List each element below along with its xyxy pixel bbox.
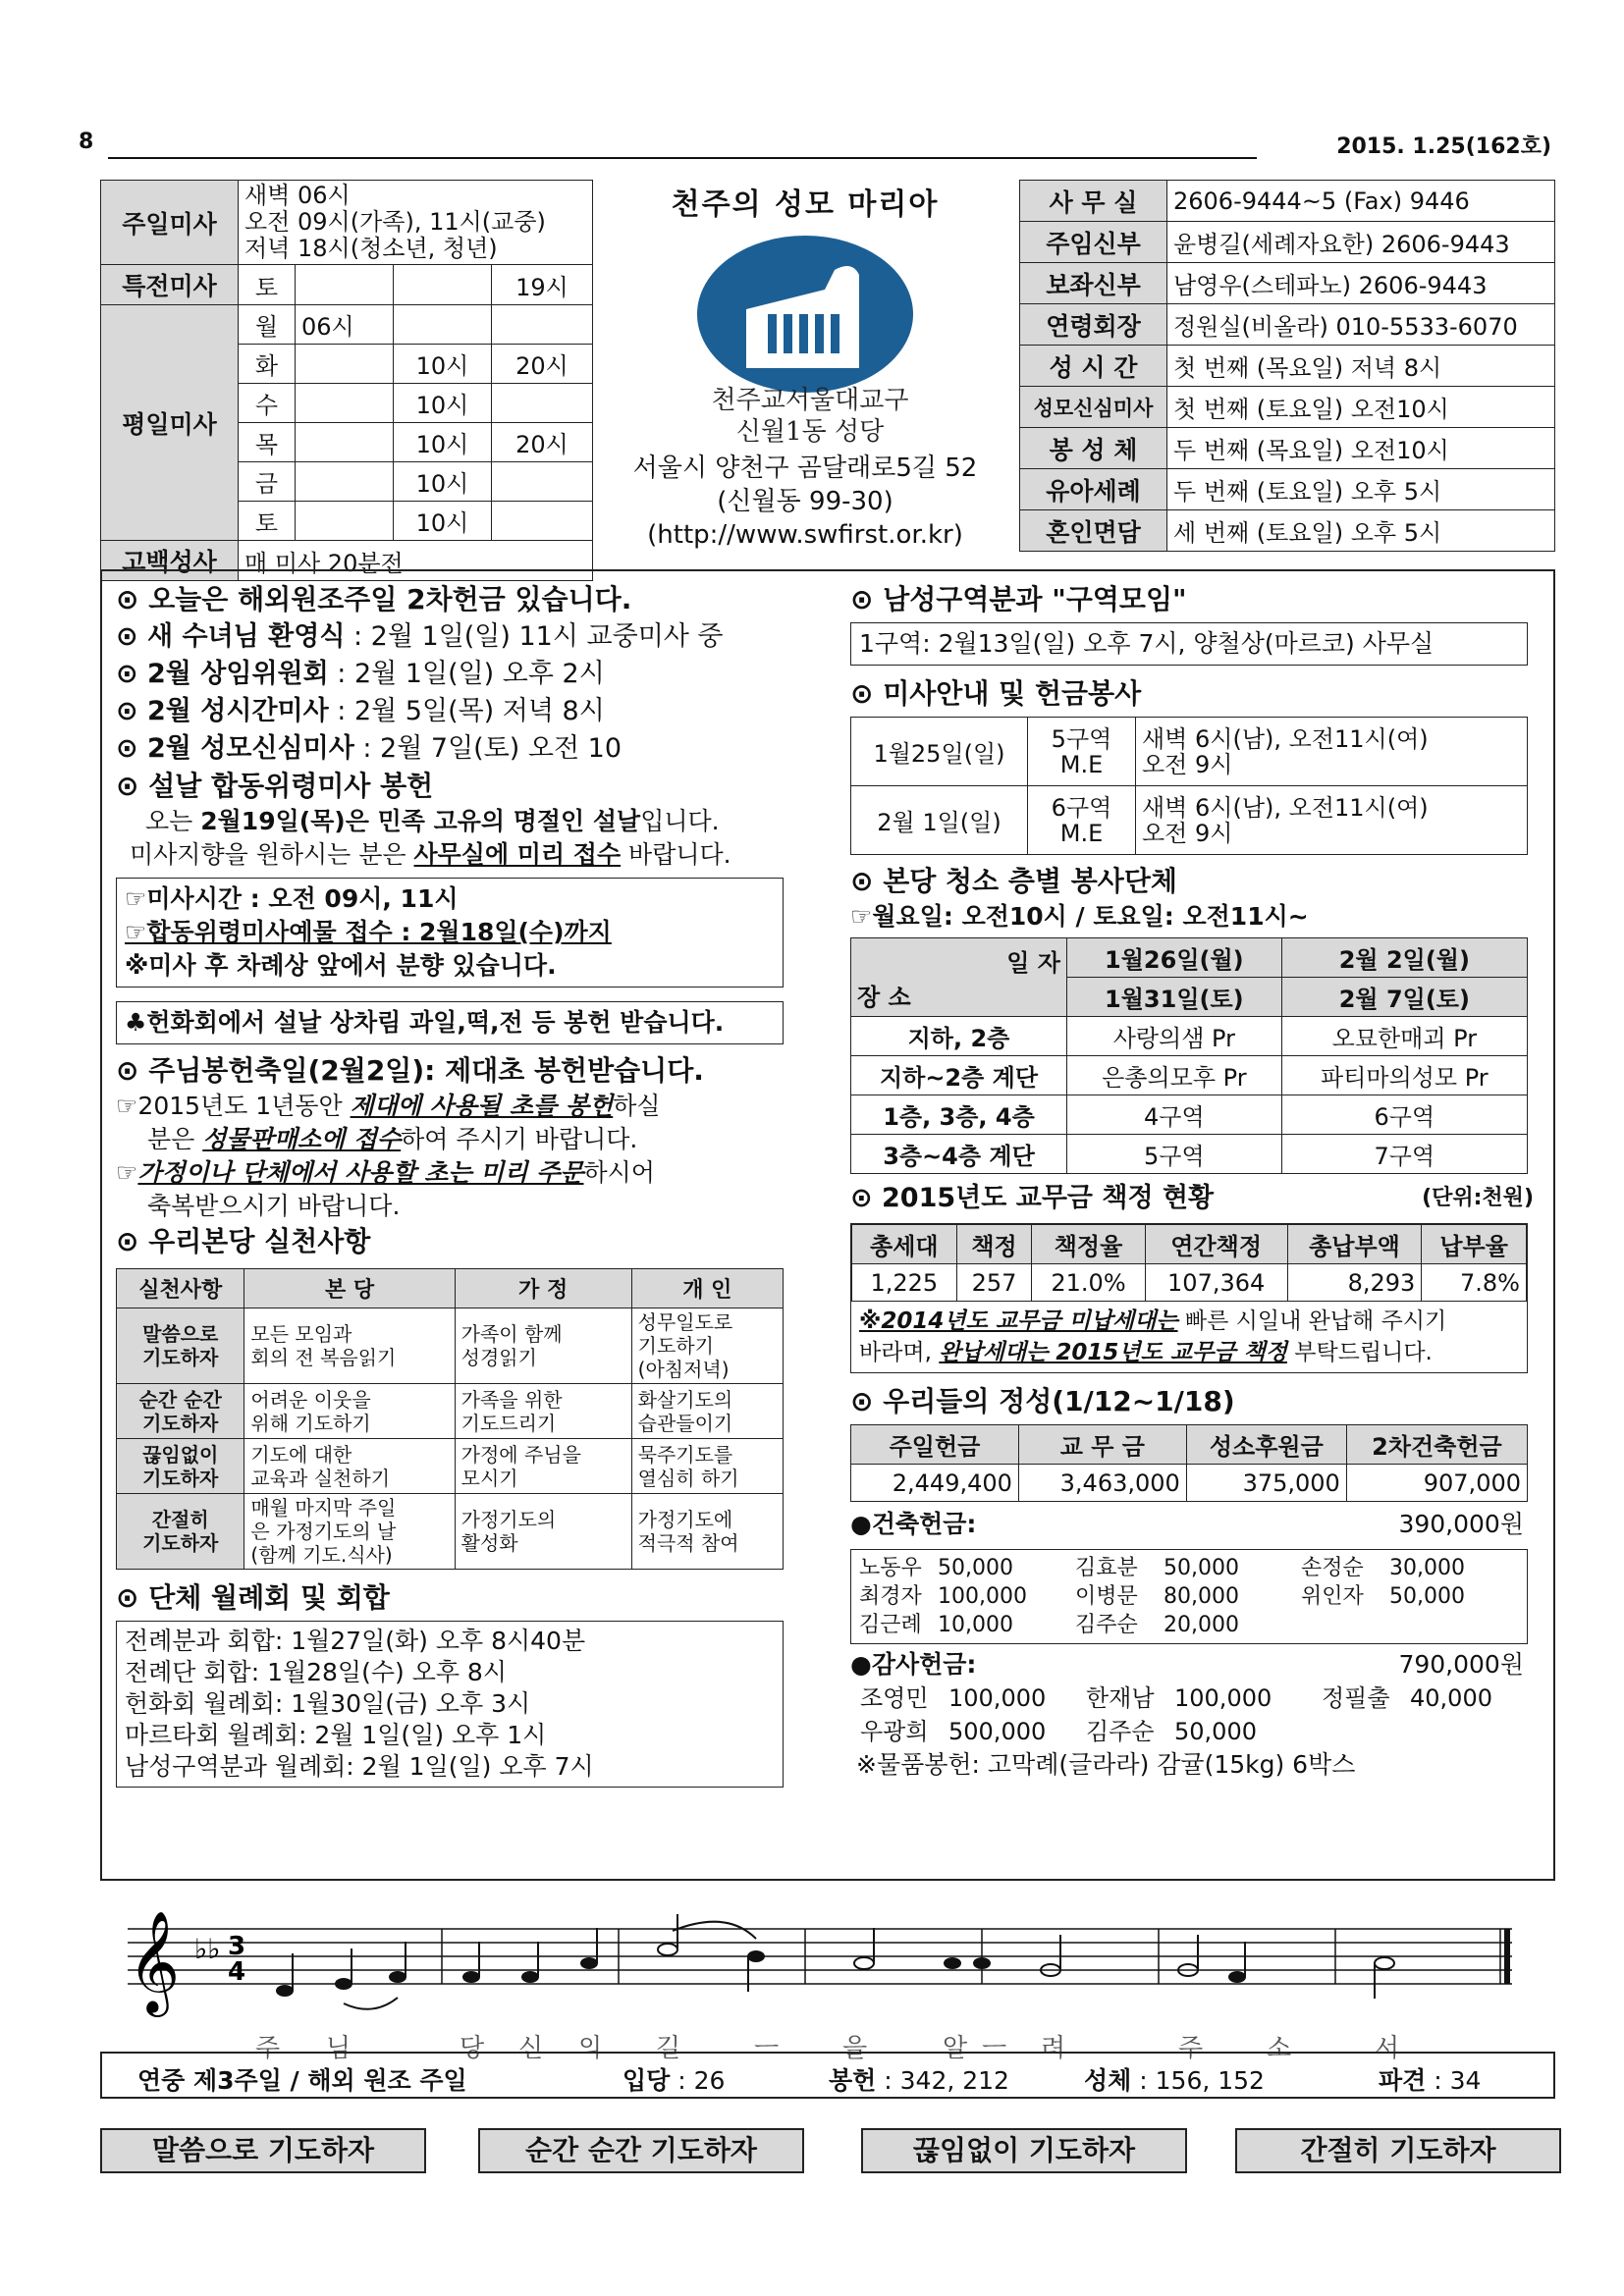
practice-cell: 기도에 대한 교육과 실천하기 (244, 1439, 455, 1494)
candle-text-1: ☞2015년도 1년동안 제대에 사용될 초를 봉헌하실 (116, 1092, 661, 1120)
practice-cell: 순간 순간 기도하자 (117, 1384, 244, 1439)
cleaning-date: 1월26일(월) (1067, 938, 1282, 978)
notice-holy-hour: ⊙ 2월 성시간미사 : 2월 5일(목) 저녁 8시 (116, 696, 605, 726)
mass-guide-cell: 6구역 M.E (1028, 786, 1136, 855)
info-value: 정원실(비올라) 010-5533-6070 (1167, 304, 1555, 346)
sunday-mass-label: 주일미사 (101, 181, 239, 265)
tithe-value: 257 (956, 1264, 1032, 1302)
mass-guide-table (850, 717, 1528, 855)
lunar-text-1: 오는 2월19일(목)은 민족 고유의 명절인 설날입니다. (145, 807, 720, 835)
header-rule (108, 157, 1257, 159)
weekday-time: 20시 (492, 345, 593, 384)
info-key: 봉 성 체 (1020, 428, 1167, 469)
parish-url[interactable]: (http://www.swfirst.or.kr) (647, 520, 963, 550)
practice-cell: 가정기도에 적극적 참여 (631, 1494, 783, 1570)
offering-value: 2,449,400 (851, 1465, 1019, 1502)
notice-cleaning: ⊙ 본당 청소 층별 봉사단체 (850, 865, 1177, 897)
offering-head: 주일헌금 (851, 1425, 1019, 1465)
cleaning-schedule: ☞월요일: 오전10시 / 토요일: 오전11시~ (850, 902, 1309, 931)
tithe-head: 총납부액 (1287, 1225, 1422, 1264)
info-value: 2606-9444~5 (Fax) 9446 (1167, 181, 1555, 222)
notice-mass-guide: ⊙ 미사안내 및 헌금봉사 (850, 677, 1142, 710)
cleaning-place: 3층~4층 계단 (851, 1135, 1067, 1174)
info-value: 두 번째 (토요일) 오후 5시 (1167, 469, 1555, 510)
candle-text-4: 축복받으시기 바랍니다. (147, 1192, 401, 1220)
info-value: 첫 번째 (토요일) 오전10시 (1167, 387, 1555, 428)
practice-cell: 간절히 기도하자 (117, 1494, 244, 1570)
weekday-time: 10시 (394, 345, 492, 384)
notice-committee: ⊙ 2월 상임위원회 : 2월 1일(일) 오후 2시 (116, 659, 605, 689)
offering-table (850, 1424, 1528, 1502)
practice-cell: 성무일도로 기도하기 (아침저녁) (631, 1308, 783, 1384)
sunday-name: 연중 제3주일 / 해외 원조 주일 (137, 2066, 467, 2095)
cleaning-group: 은총의모후 Pr (1067, 1056, 1282, 1095)
weekday-time (492, 502, 593, 541)
weekday-day: 수 (239, 384, 296, 423)
tithe-value: 7.8% (1422, 1264, 1527, 1302)
page-number: 8 (79, 130, 94, 154)
page-header (79, 130, 1551, 159)
notice-candlemas: ⊙ 주님봉헌축일(2월2일): 제대초 봉헌받습니다. (116, 1054, 704, 1087)
practice-head: 개 인 (631, 1269, 783, 1308)
notice-district-meeting: ⊙ 남성구역분과 "구역모임" (850, 583, 1187, 615)
weekday-day: 화 (239, 345, 296, 384)
practice-cell: 묵주기도를 열심히 하기 (631, 1439, 783, 1494)
lunar-text-2: 미사지향을 원하시는 분은 사무실에 미리 접수 바랍니다. (130, 840, 731, 869)
tithe-head: 납부율 (1422, 1225, 1527, 1264)
mass-guide-cell: 새벽 6시(남), 오전11시(여) 오전 9시 (1136, 786, 1528, 855)
svg-text:3: 3 (228, 1932, 246, 1961)
tithe-panel (850, 1223, 1528, 1373)
weekday-mass-label: 평일미사 (101, 305, 239, 541)
weekday-time: 20시 (492, 423, 593, 462)
parish-signature: 천주교서울대교구 신월1동 성당 (711, 386, 909, 447)
issue-date: 2015. 1.25(162호) (1336, 134, 1551, 159)
weekday-time: 10시 (394, 423, 492, 462)
tithe-table (851, 1224, 1527, 1302)
offering-head: 2차건축헌금 (1346, 1425, 1527, 1465)
weekday-time: 06시 (296, 305, 394, 345)
tithe-head: 책정 (956, 1225, 1032, 1264)
practice-cell: 끊임없이 기도하자 (117, 1439, 244, 1494)
cleaning-place: 지하~2층 계단 (851, 1056, 1067, 1095)
cleaning-group: 4구역 (1067, 1095, 1282, 1135)
candle-text-2: 분은 성물판매소에 접수하여 주시기 바랍니다. (147, 1125, 638, 1153)
practice-cell: 매월 마지막 주일 은 가정기도의 날 (함께 기도.식사) (244, 1494, 455, 1570)
notice-overseas-aid: ⊙ 오늘은 해외원조주일 2차헌금 있습니다. (116, 583, 632, 615)
offering-head: 성소후원금 (1186, 1425, 1346, 1465)
weekday-day: 월 (239, 305, 296, 345)
sunday-mass-times: 새벽 06시 오전 09시(가족), 11시(교중) 저녁 18시(청소년, 청년) (239, 181, 593, 265)
info-value: 첫 번째 (목요일) 저녁 8시 (1167, 346, 1555, 387)
contact-info-table (1019, 180, 1555, 552)
parish-title: 천주의 성모 마리아 (671, 187, 940, 222)
tithe-head: 총세대 (852, 1225, 957, 1264)
notice-offerings: ⊙ 우리들의 정성(1/12~1/18) (850, 1385, 1235, 1417)
flower-offering-box: ♣헌화회에서 설날 상차림 과일,떡,전 등 봉헌 받습니다. (116, 1001, 784, 1044)
cleaning-date: 1월31일(토) (1067, 978, 1282, 1017)
tithe-value: 1,225 (852, 1264, 957, 1302)
cleaning-group: 오묘한매괴 Pr (1281, 1017, 1527, 1056)
practice-cell: 말씀으로 기도하자 (117, 1308, 244, 1384)
cleaning-place: 1층, 3층, 4층 (851, 1095, 1067, 1135)
info-key: 사 무 실 (1020, 181, 1167, 222)
tithe-head: 책정율 (1032, 1225, 1145, 1264)
offering-value: 907,000 (1346, 1465, 1527, 1502)
practice-cell: 화살기도의 습관들이기 (631, 1384, 783, 1439)
cleaning-group: 6구역 (1281, 1095, 1527, 1135)
weekday-time (492, 384, 593, 423)
pray-word-label: 말씀으로 기도하자 (100, 2128, 426, 2173)
weekday-time (296, 462, 394, 502)
parish-logo-icon (687, 231, 923, 398)
left-column (116, 581, 793, 1788)
svg-text:4: 4 (228, 1957, 246, 1987)
notice-practice: ⊙ 우리본당 실천사항 (116, 1225, 371, 1257)
practice-cell: 가족을 위한 기도드리기 (455, 1384, 631, 1439)
offering-value: 3,463,000 (1018, 1465, 1186, 1502)
practice-cell: 가정에 주님을 모시기 (455, 1439, 631, 1494)
tithe-note: ※2014년도 교무금 미납세대는 빠른 시일내 완납해 주시기 바라며, 완납세대는 2015년도 교무금 책정 부탁드립니다. (859, 1308, 1447, 1365)
practice-head: 본 당 (244, 1269, 455, 1308)
practice-head: 실천사항 (117, 1269, 244, 1308)
weekday-time: 10시 (394, 502, 492, 541)
parish-address: 서울시 양천구 곰달래로5길 52 (신월동 99-30) (http://www.swfirst.or.kr) (609, 452, 1001, 552)
weekday-time (492, 305, 593, 345)
special-day: 토 (239, 265, 296, 305)
cleaning-date: 2월 7일(토) (1281, 978, 1527, 1017)
weekday-time: 10시 (394, 384, 492, 423)
offering-value: 375,000 (1186, 1465, 1346, 1502)
mass-guide-cell: 2월 1일(일) (851, 786, 1028, 855)
practice-cell: 가정기도의 활성화 (455, 1494, 631, 1570)
tithe-value: 8,293 (1287, 1264, 1422, 1302)
svg-text:주님당신의길ㅡ을알ㅡ려주소서: 주 님 당 신 의 길 ㅡ 을 알 ㅡ 려 주 소 서 (255, 2034, 1400, 2063)
mass-guide-cell: 새벽 6시(남), 오전11시(여) 오전 9시 (1136, 718, 1528, 786)
info-key: 연령회장 (1020, 304, 1167, 346)
info-key: 혼인면담 (1020, 510, 1167, 552)
district-meeting-box: 1구역: 2월13일(일) 오후 7시, 양철상(마르코) 사무실 (850, 622, 1528, 666)
liturgy-info-bar (100, 2052, 1555, 2099)
meetings-box: 전례분과 회합: 1월27일(화) 오후 8시40분 전례단 회합: 1월28일(수) 오후 8시 헌화회 월례회: 1월30일(금) 오후 3시 마르타회 월례회: 2월 1일(일) 오후 1시 남성구역분과 월례회: 2월 1일(일) 오후 7시 (116, 1621, 784, 1788)
weekday-day: 금 (239, 462, 296, 502)
mass-guide-cell: 1월25일(일) (851, 718, 1028, 786)
pray-moment-label: 순간 순간 기도하자 (478, 2128, 804, 2173)
info-key: 주임신부 (1020, 222, 1167, 263)
weekday-time (394, 305, 492, 345)
mass-schedule-table (100, 180, 593, 581)
offertory-hymn: 봉헌 : 342, 212 (829, 2066, 1009, 2095)
weekday-time (296, 423, 394, 462)
weekday-time (296, 345, 394, 384)
pray-earnest-label: 간절히 기도하자 (1235, 2128, 1561, 2173)
svg-text:♭♭: ♭♭ (194, 1933, 221, 1965)
goods-offering: ※물품봉헌: 고막례(글라라) 감귤(15kg) 6박스 (856, 1750, 1356, 1779)
cleaning-group: 파티마의성모 Pr (1281, 1056, 1527, 1095)
info-value: 두 번째 (목요일) 오전10시 (1167, 428, 1555, 469)
notice-tithe: ⊙ 2015년도 교무금 책정 현황 (단위:천원) (850, 1180, 1547, 1217)
info-key: 성 시 간 (1020, 346, 1167, 387)
special-mass-label: 특전미사 (101, 265, 239, 305)
weekday-time: 10시 (394, 462, 492, 502)
weekday-time (492, 462, 593, 502)
weekday-day: 토 (239, 502, 296, 541)
practice-cell: 가족이 함께 성경읽기 (455, 1308, 631, 1384)
thanks-offering: ●감사헌금: 790,000원 (850, 1650, 1524, 1679)
pray-unceasing-label: 끊임없이 기도하자 (861, 2128, 1187, 2173)
lunar-mass-box: ☞미사시간 : 오전 09시, 11시 ☞합동위령미사예물 접수 : 2월18일(수)까지 ※미사 후 차례상 앞에서 분향 있습니다. (116, 878, 784, 988)
cleaning-group: 5구역 (1067, 1135, 1282, 1174)
tithe-head: 연간책정 (1145, 1225, 1287, 1264)
cleaning-corner: 일 자 장 소 (851, 938, 1067, 1017)
cleaning-table (850, 937, 1528, 1174)
info-key: 보좌신부 (1020, 263, 1167, 304)
info-key: 성모신심미사 (1020, 387, 1167, 428)
practice-cell: 어려운 이웃을 위해 기도하기 (244, 1384, 455, 1439)
building-fund: ●건축헌금: 390,000원 (850, 1510, 1524, 1538)
practice-cell: 모든 모임과 회의 전 복음읽기 (244, 1308, 455, 1384)
info-value: 윤병길(세례자요한) 2606-9443 (1167, 222, 1555, 263)
music-staff-icon (118, 1909, 1522, 2066)
practice-table (116, 1268, 784, 1570)
practice-head: 가 정 (455, 1269, 631, 1308)
info-value: 남영우(스테파노) 2606-9443 (1167, 263, 1555, 304)
confession-value: 매 미사 20분전 (239, 541, 593, 581)
tithe-unit: (단위:천원) (1422, 1186, 1534, 1210)
notice-lunar-new-year: ⊙ 설날 합동위령미사 봉헌 (116, 770, 434, 802)
main-content (100, 569, 1555, 1881)
info-value: 세 번째 (토요일) 오후 5시 (1167, 510, 1555, 552)
svg-text:𝄞: 𝄞 (128, 1910, 181, 2013)
notice-sister-welcome: ⊙ 새 수녀님 환영식 : 2월 1일(일) 11시 교중미사 중 (116, 621, 724, 652)
cleaning-date: 2월 2일(월) (1281, 938, 1527, 978)
mass-guide-cell: 5구역 M.E (1028, 718, 1136, 786)
tithe-value: 21.0% (1032, 1264, 1145, 1302)
cleaning-group: 7구역 (1281, 1135, 1527, 1174)
entrance-hymn: 입당 : 26 (623, 2066, 726, 2095)
offering-head: 교 무 금 (1018, 1425, 1186, 1465)
weekday-time (296, 502, 394, 541)
tithe-value: 107,364 (1145, 1264, 1287, 1302)
weekday-time (296, 384, 394, 423)
candle-text-3: ☞가정이나 단체에서 사용할 초는 미리 주문하시어 (116, 1158, 655, 1187)
right-column (850, 581, 1547, 1782)
cleaning-group: 사랑의샘 Pr (1067, 1017, 1282, 1056)
building-donors: 노동우 50,000 김효분 50,000 손정순 30,000 최경자 100,000 이병문 80,000 위인자 50,000 김근례 10,000 김주순 20,000 (850, 1549, 1528, 1644)
recessional-hymn: 파견 : 34 (1379, 2066, 1482, 2095)
notice-marian-mass: ⊙ 2월 성모신심미사 : 2월 7일(토) 오전 10 (116, 733, 622, 764)
cleaning-place: 지하, 2층 (851, 1017, 1067, 1056)
communion-hymn: 성체 : 156, 152 (1084, 2066, 1265, 2095)
info-key: 유아세례 (1020, 469, 1167, 510)
notice-meetings: ⊙ 단체 월례회 및 회합 (116, 1581, 390, 1614)
confession-label: 고백성사 (101, 541, 239, 581)
special-time: 19시 (492, 265, 593, 305)
weekday-day: 목 (239, 423, 296, 462)
thanks-donors: 조영민 100,000 한재남 100,000 정필출 40,000 우광희 500,000 김주순 50,000 (860, 1684, 1492, 1745)
